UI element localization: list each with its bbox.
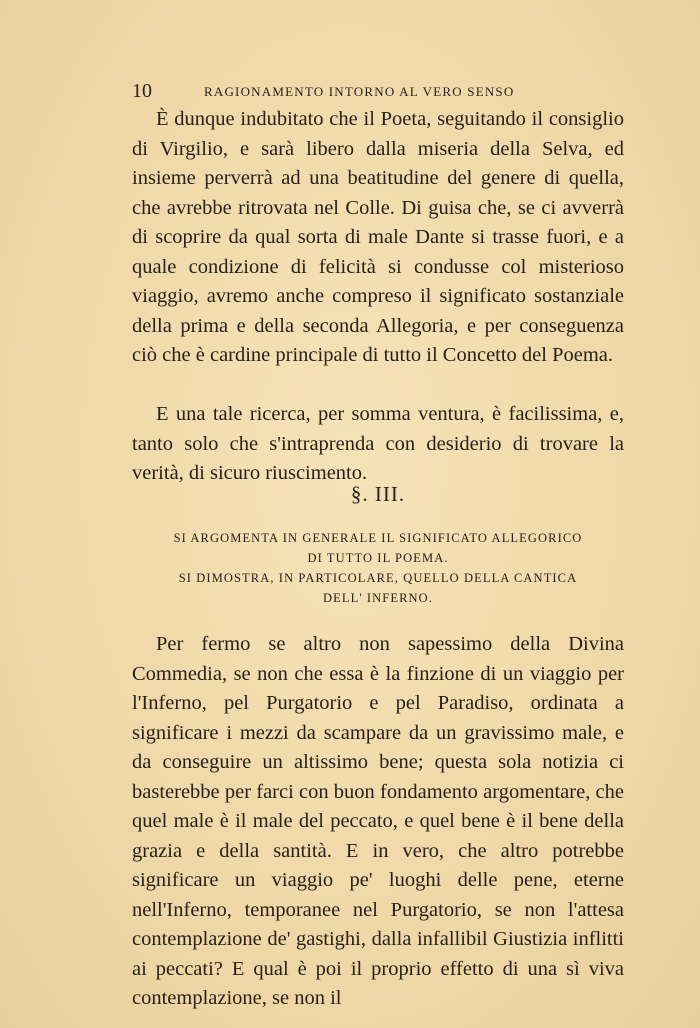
- body-paragraph: Per fermo se altro non sapessimo della Divina Commedia, se non che essa è la finzione di un viaggio per l'Inferno, pel Purgatorio e pel Paradiso, ordinata a significare i mezzi da scampare da un gravissimo male, e da conseguire un altissimo bene; questa sola notizia ci basterebbe per farci con buon fondamento argomentare, che quel male è il male del peccato, e quel bene è il bene della grazia e della santità. E in vero, che altro potrebbe significare un viaggio pe' luoghi delle pene, eterne nell'Inferno, temporanee nel Purgatorio, se non l'attesa contemplazione de' gastighi, dalla infallibil Giustizia inflitti ai peccati? E qual è poi il proprio effetto di una sì viva contemplazione, se non il: [132, 633, 624, 1009]
- section-heading: §. III.: [350, 482, 406, 506]
- summary-line: SI ARGOMENTA IN GENERALE IL SIGNIFICATO ALLEGORICO: [173, 531, 583, 545]
- body-paragraph: E una tale ricerca, per somma ventura, è facilissima, e, tanto solo che s'intraprenda con desiderio di trovare la verità, di sicuro riuscimento.: [132, 403, 624, 484]
- running-head: [132, 80, 624, 102]
- page-number: 10: [132, 80, 152, 102]
- summary-line: DI TUTTO IL POEMA.: [307, 551, 449, 565]
- running-title: RAGIONAMENTO INTORNO AL VERO SENSO: [204, 84, 515, 99]
- summary-line: SI DIMOSTRA, IN PARTICOLARE, QUELLO DELLA CANTICA: [178, 571, 578, 585]
- summary-line: DELL' INFERNO.: [322, 591, 433, 605]
- section-summary: [132, 528, 624, 608]
- body-paragraph: È dunque indubitato che il Poeta, seguitando il consiglio di Virgilio, e sarà libero dalla miseria della Selva, ed insieme perverrà ad una beatitudine del genere di quella, che avrebbe ritrovata nel Colle. Di guisa che, se ci avverrà di scoprire da qual sorta di male Dante si trasse fuori, e a quale condizione di felicità si condusse col misterioso viaggio, avremo anche compreso il significato sostanziale della prima e della seconda Allegoria, e per conseguenza ciò che è cardine principale di tutto il Concetto del Poema.: [132, 108, 624, 366]
